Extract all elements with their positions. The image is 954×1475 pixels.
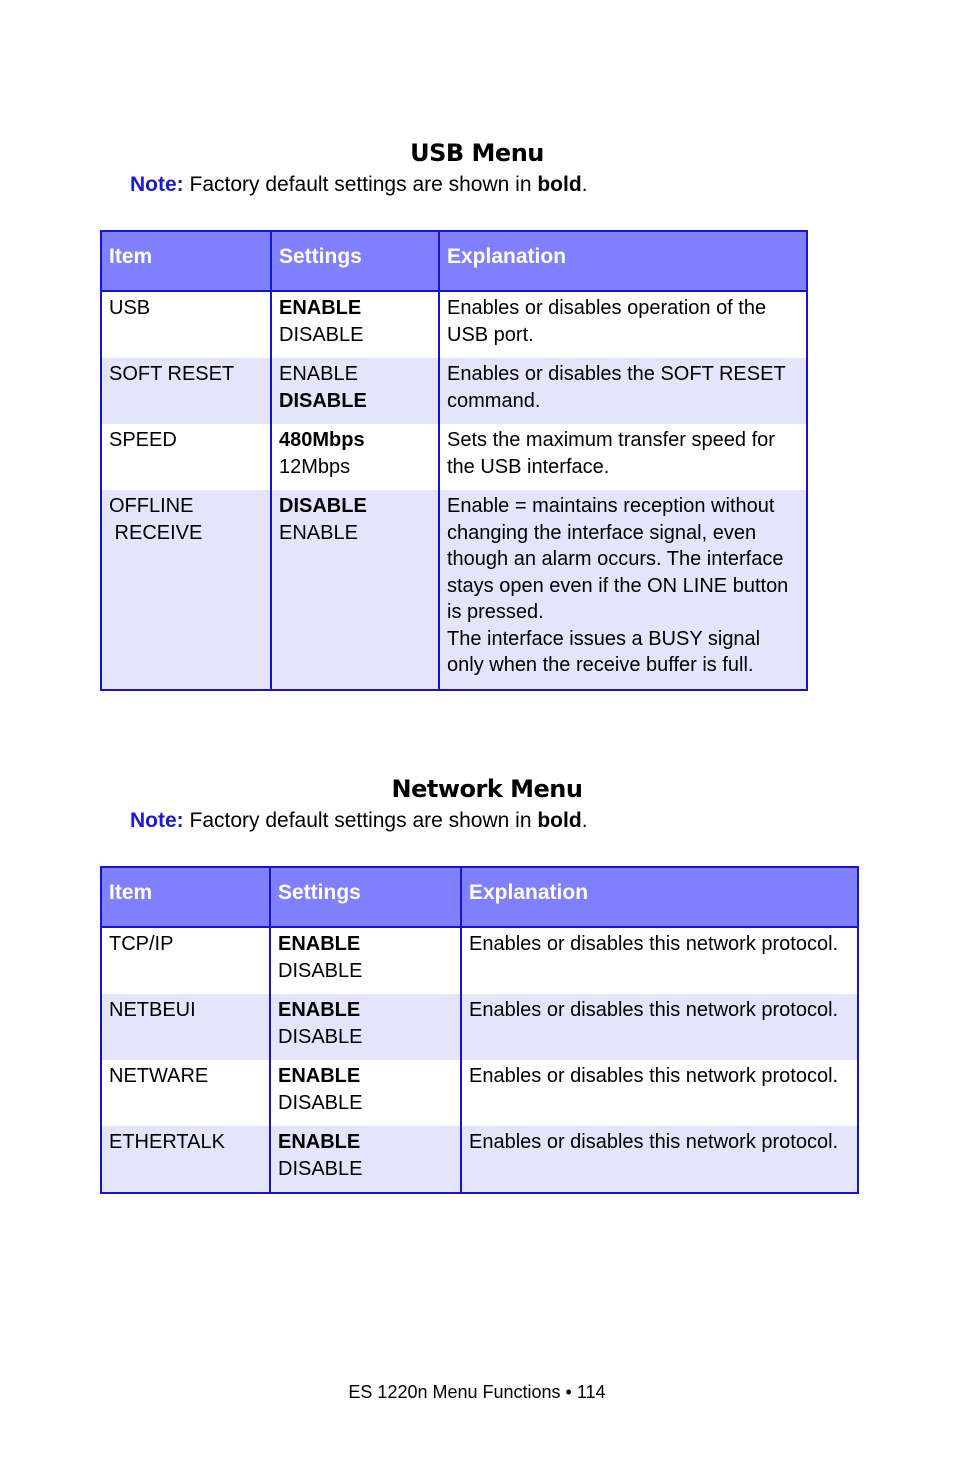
item-cell <box>101 994 270 1060</box>
column-header-settings: Settings <box>270 867 461 927</box>
table-row <box>101 927 858 994</box>
default-setting-value: ENABLE <box>279 297 362 319</box>
setting-value: DISABLE <box>279 323 364 346</box>
note-end: . <box>581 173 588 196</box>
table-row <box>101 994 858 1060</box>
explanation-cell <box>439 358 807 424</box>
default-setting-value: ENABLE <box>278 1131 361 1153</box>
usb-note <box>130 173 588 197</box>
explanation-cell <box>461 1060 858 1126</box>
setting-value: DISABLE <box>278 1157 363 1180</box>
table-row <box>101 358 807 424</box>
default-setting-value: ENABLE <box>278 999 361 1021</box>
network-menu-heading: Network Menu <box>391 775 583 803</box>
settings-cell <box>271 490 439 690</box>
item-name: USB <box>109 297 151 319</box>
item-cell <box>101 1060 270 1126</box>
explanation-text: Enables or disables operation of the USB port. <box>447 297 767 346</box>
settings-cell <box>270 994 461 1060</box>
explanation-cell <box>439 424 807 490</box>
column-header-item: Item <box>101 867 270 927</box>
setting-value: DISABLE <box>278 959 363 982</box>
usb-settings-table <box>100 230 808 691</box>
default-setting-value: ENABLE <box>278 933 361 955</box>
table-row <box>101 490 807 690</box>
column-header-explanation: Explanation <box>439 231 807 291</box>
setting-value: DISABLE <box>278 1091 363 1114</box>
settings-cell <box>271 424 439 490</box>
item-name: ETHERTALK <box>109 1131 225 1153</box>
setting-value: ENABLE <box>279 521 358 544</box>
settings-cell <box>270 1126 461 1193</box>
column-header-item: Item <box>101 231 271 291</box>
usb-menu-heading: USB Menu <box>410 139 544 167</box>
setting-value: 12Mbps <box>279 455 351 478</box>
explanation-text: Enables or disables the SOFT RESET command. <box>447 363 786 412</box>
item-cell <box>101 490 271 690</box>
settings-cell <box>271 358 439 424</box>
explanation-text: Enables or disables this network protocol. <box>469 933 839 955</box>
explanation-text: Sets the maximum transfer speed for the USB interface. <box>447 429 775 478</box>
note-text: Factory default settings are shown in <box>183 173 538 196</box>
setting-value: DISABLE <box>278 1025 363 1048</box>
settings-cell <box>271 291 439 358</box>
item-cell <box>101 1126 270 1193</box>
explanation-text: The interface issues a BUSY signal only when the receive buffer is full. <box>447 627 761 676</box>
table-header-row <box>101 867 858 927</box>
item-name: SOFT RESET <box>109 363 235 385</box>
note-label: Note: <box>130 173 184 196</box>
item-name: NETBEUI <box>109 999 196 1021</box>
item-cell <box>101 424 271 490</box>
table-header-row <box>101 231 807 291</box>
table-row <box>101 291 807 358</box>
setting-value: ENABLE <box>279 363 358 385</box>
table-row <box>101 1060 858 1126</box>
note-bold-word: bold <box>537 809 582 832</box>
table-row <box>101 424 807 490</box>
page-footer: ES 1220n Menu Functions • 114 <box>348 1382 606 1402</box>
item-cell <box>101 358 271 424</box>
table-row <box>101 1126 858 1193</box>
default-setting-value: DISABLE <box>279 389 367 412</box>
explanation-text: Enables or disables this network protocol. <box>469 999 839 1021</box>
explanation-cell <box>461 994 858 1060</box>
explanation-text: Enable = maintains reception without changing the interface signal, even though an alarm occurs. The interface stays open even if the ON LINE button is pressed. <box>447 495 789 623</box>
item-name: NETWARE <box>109 1065 209 1087</box>
default-setting-value: DISABLE <box>279 495 367 517</box>
explanation-cell <box>439 490 807 690</box>
item-cell <box>101 927 270 994</box>
note-text: Factory default settings are shown in <box>183 809 538 832</box>
item-cell <box>101 291 271 358</box>
explanation-text: Enables or disables this network protocol. <box>469 1065 839 1087</box>
note-bold-word: bold <box>537 173 582 196</box>
item-name: OFFLINE RECEIVE <box>109 495 203 544</box>
column-header-settings: Settings <box>271 231 439 291</box>
explanation-text: Enables or disables this network protocol. <box>469 1131 839 1153</box>
default-setting-value: 480Mbps <box>279 429 365 451</box>
item-name: SPEED <box>109 429 177 451</box>
explanation-cell <box>439 291 807 358</box>
default-setting-value: ENABLE <box>278 1065 361 1087</box>
note-label: Note: <box>130 809 184 832</box>
settings-cell <box>270 1060 461 1126</box>
network-note <box>130 809 588 833</box>
network-settings-table <box>100 866 859 1194</box>
column-header-explanation: Explanation <box>461 867 858 927</box>
settings-cell <box>270 927 461 994</box>
explanation-cell <box>461 1126 858 1193</box>
note-end: . <box>581 809 588 832</box>
item-name: TCP/IP <box>109 933 174 955</box>
explanation-cell <box>461 927 858 994</box>
